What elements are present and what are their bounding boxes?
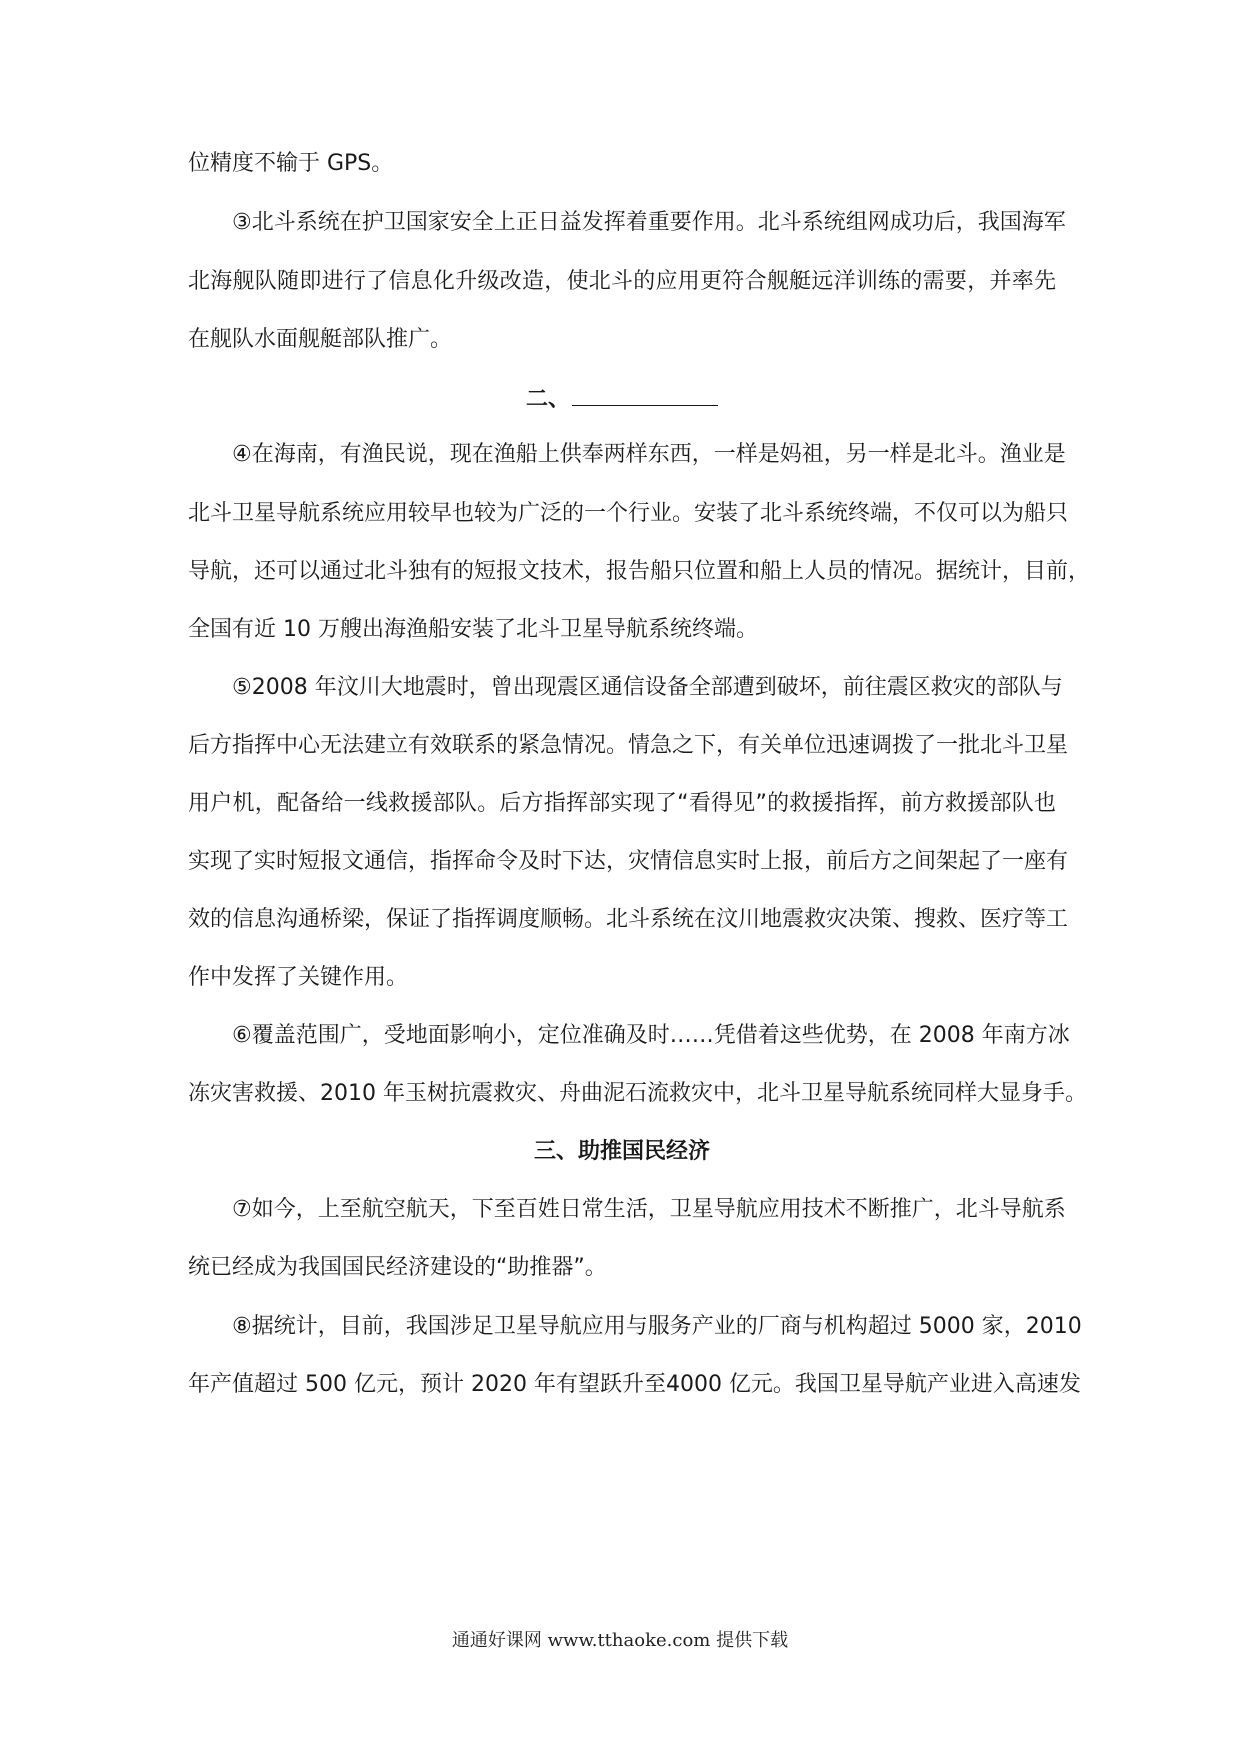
paragraph-line: 实现了实时短报文通信，指挥命令及时下达，灾情信息实时上报，前后方之间架起了一座有	[188, 849, 1069, 874]
section-heading: 三、助推国民经济	[533, 1139, 710, 1164]
paragraph-line: 统已经成为我国国民经济建设的“助推器”。	[188, 1255, 607, 1280]
page-footer: 通通好课网 www.tthaoke.com 提供下载	[451, 1630, 789, 1651]
paragraph-line: 作中发挥了关键作用。	[188, 965, 409, 990]
paragraph-line: ③北斗系统在护卫国家安全上正日益发挥着重要作用。北斗系统组网成功后，我国海军	[232, 210, 1066, 235]
paragraph-line: 用户机，配备给一线救援部队。后方指挥部实现了“看得见”的救援指挥，前方救援部队也	[188, 791, 1056, 816]
paragraph-line: 北海舰队随即进行了信息化升级改造，使北斗的应用更符合舰艇远洋训练的需要，并率先	[188, 269, 1056, 294]
paragraph-line: 导航，还可以通过北斗独有的短报文技术，报告船只位置和船上人员的情况。据统计，目前，	[188, 559, 1091, 584]
paragraph-line: 北斗卫星导航系统应用较早也较为广泛的一个行业。安装了北斗系统终端，不仅可以为船只	[188, 501, 1069, 526]
paragraph-line: ④在海南，有渔民说，现在渔船上供奉两样东西，一样是妈祖，另一样是北斗。渔业是	[232, 442, 1066, 467]
paragraph-line: 效的信息沟通桥梁，保证了指挥调度顺畅。北斗系统在汶川地震救灾决策、搜救、医疗等工	[188, 907, 1069, 932]
paragraph-line: 全国有近 10 万艘出海渔船安装了北斗卫星导航系统终端。	[188, 617, 758, 642]
paragraph-line: ⑤2008 年汶川大地震时，曾出现震区通信设备全部遭到破坏，前往震区救灾的部队与	[232, 675, 1063, 700]
paragraph-line: 后方指挥中心无法建立有效联系的紧急情况。情急之下，有关单位迅速调拨了一批北斗卫星	[188, 733, 1069, 758]
paragraph-line: 冻灾害救援、2010 年玉树抗震救灾、舟曲泥石流救灾中，北斗卫星导航系统同样大显身手。	[188, 1081, 1087, 1106]
paragraph-line: ⑥覆盖范围广，受地面影响小，定位准确及时……凭借着这些优势，在 2008 年南方冰	[232, 1023, 1070, 1048]
paragraph-line: ⑧据统计，目前，我国涉足卫星导航应用与服务产业的厂商与机构超过 5000 家，2010	[232, 1314, 1082, 1339]
fill-in-blank	[572, 383, 718, 406]
section-heading	[188, 382, 1056, 418]
section-heading-number: 二、	[525, 387, 570, 412]
paragraph-line: 在舰队水面舰艇部队推广。	[188, 327, 453, 352]
paragraph-line: 位精度不输于 GPS。	[188, 151, 394, 176]
paragraph-line: 年产值超过 500 亿元，预计 2020 年有望跃升至4000 亿元。我国卫星导航产业进入高速发	[188, 1372, 1081, 1397]
paragraph-line: ⑦如今，上至航空航天，下至百姓日常生活，卫星导航应用技术不断推广，北斗导航系	[232, 1197, 1066, 1222]
